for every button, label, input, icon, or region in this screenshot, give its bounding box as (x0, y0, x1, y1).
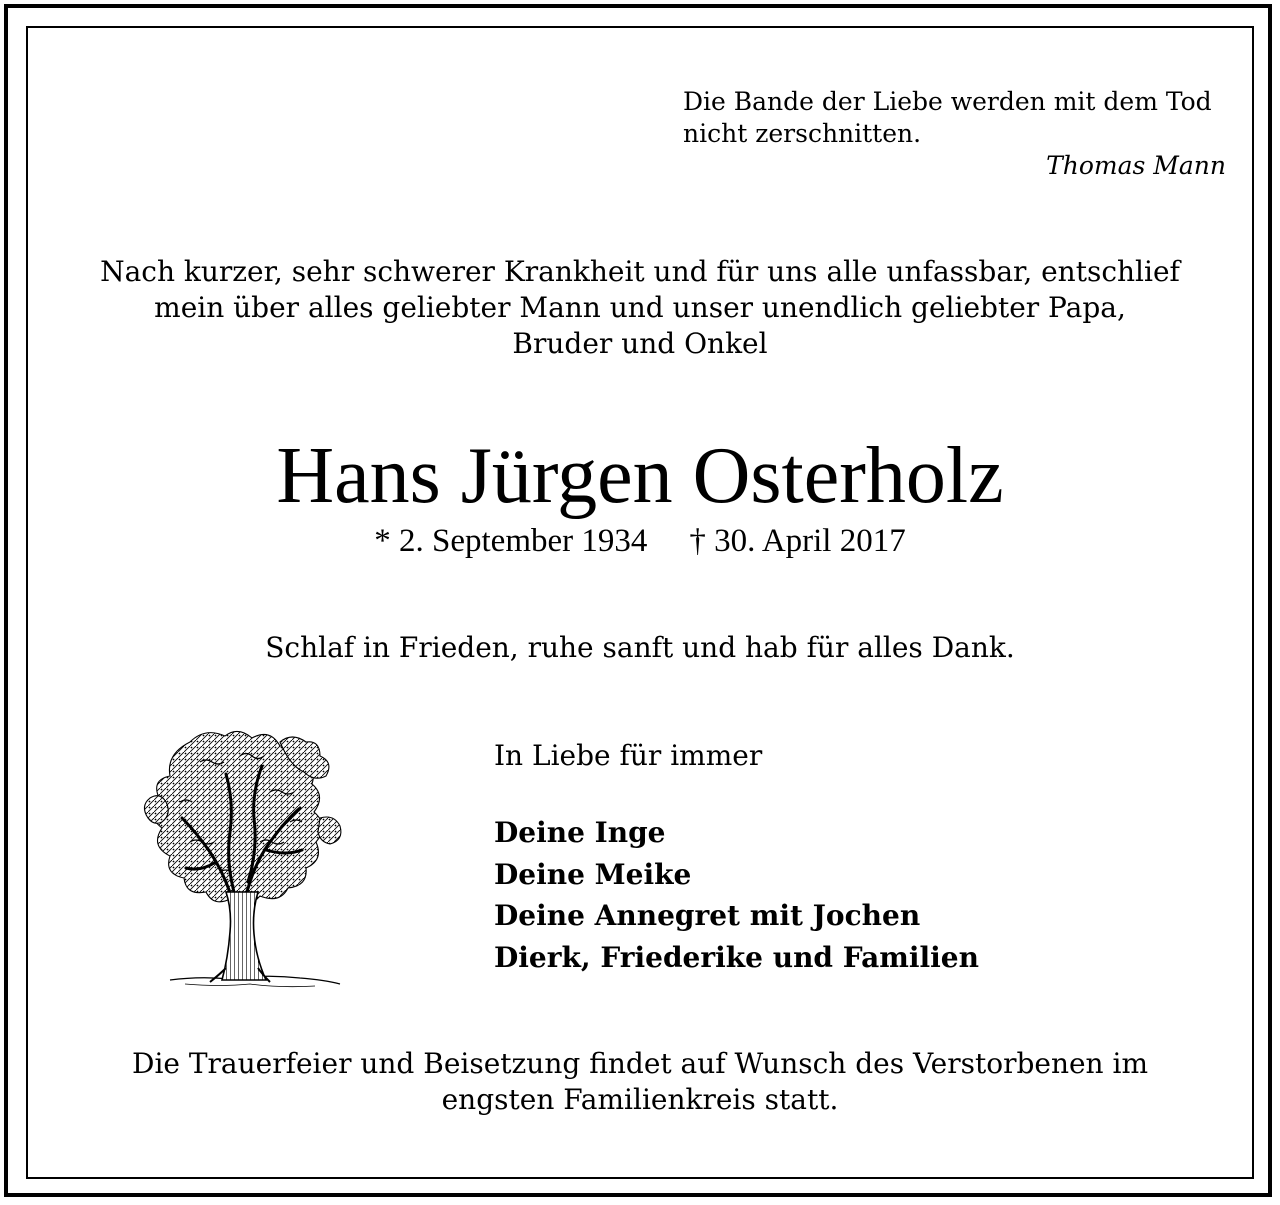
mourner-name: Deine Annegret mit Jochen (494, 899, 921, 932)
inner-border (26, 26, 1254, 1179)
mourners-list (494, 812, 979, 978)
epigraph-line: Die Bande der Liebe werden mit dem Tod (683, 87, 1212, 116)
mourners-heading: In Liebe für immer (494, 739, 763, 772)
mourner-name: Deine Inge (494, 816, 666, 849)
death-date: † 30. April 2017 (689, 523, 906, 559)
farewell-motto: Schlaf in Frieden, ruhe sanft und hab für alles Dank. (265, 631, 1015, 664)
funeral-notice (40, 1046, 1240, 1118)
epigraph-author: Thomas Mann (1046, 151, 1226, 180)
deceased-name: Hans Jürgen Osterholz (276, 432, 1004, 520)
announcement-line: mein über alles geliebter Mann und unser unendlich geliebter Papa, (154, 291, 1126, 324)
announcement-text (40, 254, 1240, 362)
oak-tree-illustration-icon (130, 722, 360, 997)
funeral-notice-line: engsten Familienkreis statt. (441, 1083, 839, 1116)
life-dates (40, 521, 1240, 561)
announcement-line: Nach kurzer, sehr schwerer Krankheit und für uns alle unfassbar, entschlief (100, 255, 1180, 288)
mourner-name: Dierk, Friederike und Familien (494, 940, 979, 974)
epigraph (683, 86, 1233, 182)
epigraph-line: nicht zerschnitten. (683, 119, 922, 148)
announcement-line: Bruder und Onkel (512, 327, 768, 360)
birth-date: * 2. September 1934 (374, 523, 648, 559)
mourner-name: Deine Meike (494, 857, 692, 891)
funeral-notice-line: Die Trauerfeier und Beisetzung findet auf Wunsch des Verstorbenen im (132, 1047, 1148, 1080)
